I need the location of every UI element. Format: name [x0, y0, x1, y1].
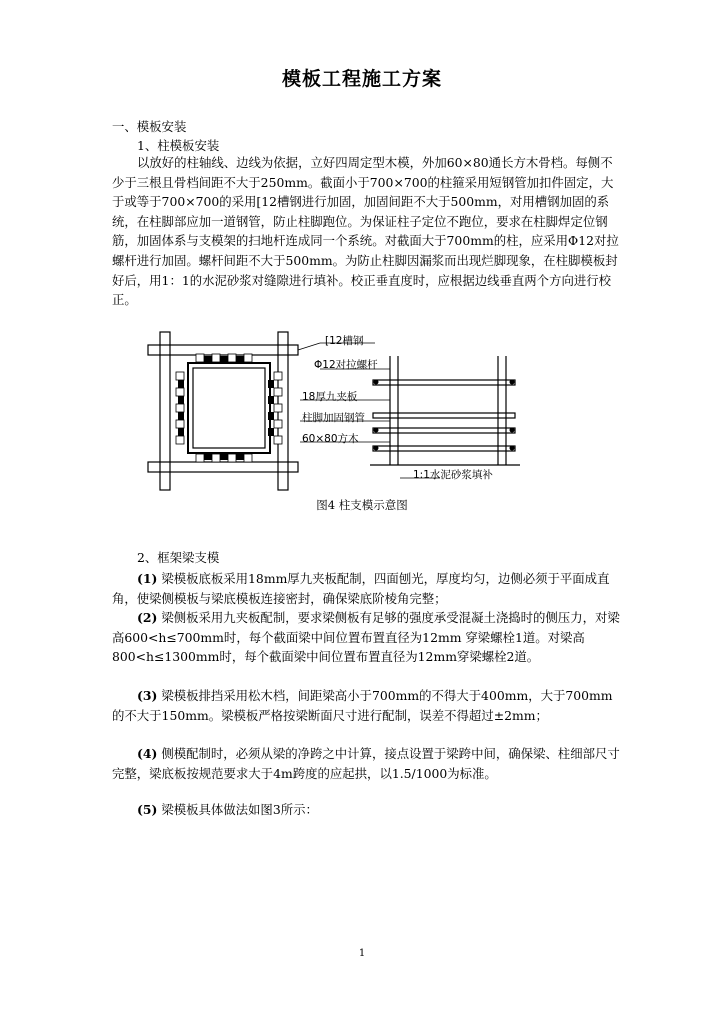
- beam-item-4: [112, 744, 620, 783]
- item-text: 侧模配制时，必须从梁的净跨之中计算，接点设置于梁跨中间，确保梁、柱细部尺寸完整，梁底板按规范要求大于4m跨度的应起拱，以1.5/1000为标准。: [112, 746, 620, 781]
- subsection-heading-beam: 2、框架梁支模: [137, 550, 220, 565]
- item-number: (1): [137, 571, 158, 586]
- beam-item-1: [112, 569, 620, 608]
- item-text: 梁模板底板采用18mm厚九夹板配制，四面刨光，厚度均匀，边侧必须于平面成直角，使梁侧模板与梁底模板连接密封，确保梁底阶棱角完整；: [112, 571, 610, 606]
- label-timber: 60×80方木: [302, 433, 359, 445]
- label-tie-bolt: Φ12对拉螺杆: [314, 359, 378, 371]
- subsection-heading-column: 1、柱模板安装: [137, 138, 220, 153]
- label-channel-steel: [12槽钢: [325, 335, 364, 347]
- item-text: 梁侧板采用九夹板配制，要求梁侧板有足够的强度承受混凝土浇捣时的侧压力，对梁高600<h≤700mm时，每个截面梁中间位置布置直径为12mm 穿梁螺栓1道。对梁高800<h≤1300mm时，每个截面梁中间位置布置直径为12mm穿梁螺栓2道。: [112, 610, 620, 665]
- page-title: 模板工程施工方案: [281, 68, 442, 90]
- item-number: (2): [137, 610, 158, 625]
- beam-item-3: [112, 686, 620, 725]
- label-plywood: 18厚九夹板: [302, 391, 358, 403]
- item-number: (5): [137, 802, 158, 817]
- beam-item-5: [112, 800, 620, 820]
- item-number: (3): [137, 688, 158, 703]
- figure-caption: 图4 柱支模示意图: [316, 498, 408, 512]
- item-number: (4): [137, 746, 158, 761]
- item-text: 梁模板具体做法如图3所示：: [161, 802, 318, 817]
- page-number: 1: [358, 948, 366, 959]
- beam-item-2: [112, 608, 620, 667]
- section-heading-formwork: 一、模板安装: [112, 119, 187, 134]
- item-text: 梁模板排挡采用松木档，间距梁高小于700mm的不得大于400mm，大于700mm的不大于150mm。梁模板严格按梁断面尺寸进行配制，误差不得超过±2mm；: [112, 688, 613, 723]
- column-formwork-paragraph: 以放好的柱轴线、边线为依据，立好四周定型木模，外加60×80通长方木骨档。每侧不少于三根且骨档间距不大于250mm。截面小于700×700的柱箍采用短钢管加扣件固定，大于或等于700×700的采用[12槽钢进行加固，加固间距不大于500mm，对用槽钢加固的系统，在柱脚部应加一道钢管，防止柱脚跑位。为保证柱子定位不跑位，要求在柱脚焊定位钢筋，加固体系与支模架的扫地杆连成同一个系统。对截面大于700mm的柱，应采用Φ12对拉螺杆进行加固。螺杆间距不大于500mm。为防止柱脚因漏浆而出现烂脚现象，在柱脚模板封好后，用1：1的水泥砂浆对缝隙进行填补。校正垂直度时，应根据边线垂直两个方向进行校正。: [112, 155, 619, 308]
- label-foot-pipe: 柱脚加固钢管: [302, 412, 365, 424]
- label-mortar: 1:1水泥砂浆填补: [413, 469, 493, 481]
